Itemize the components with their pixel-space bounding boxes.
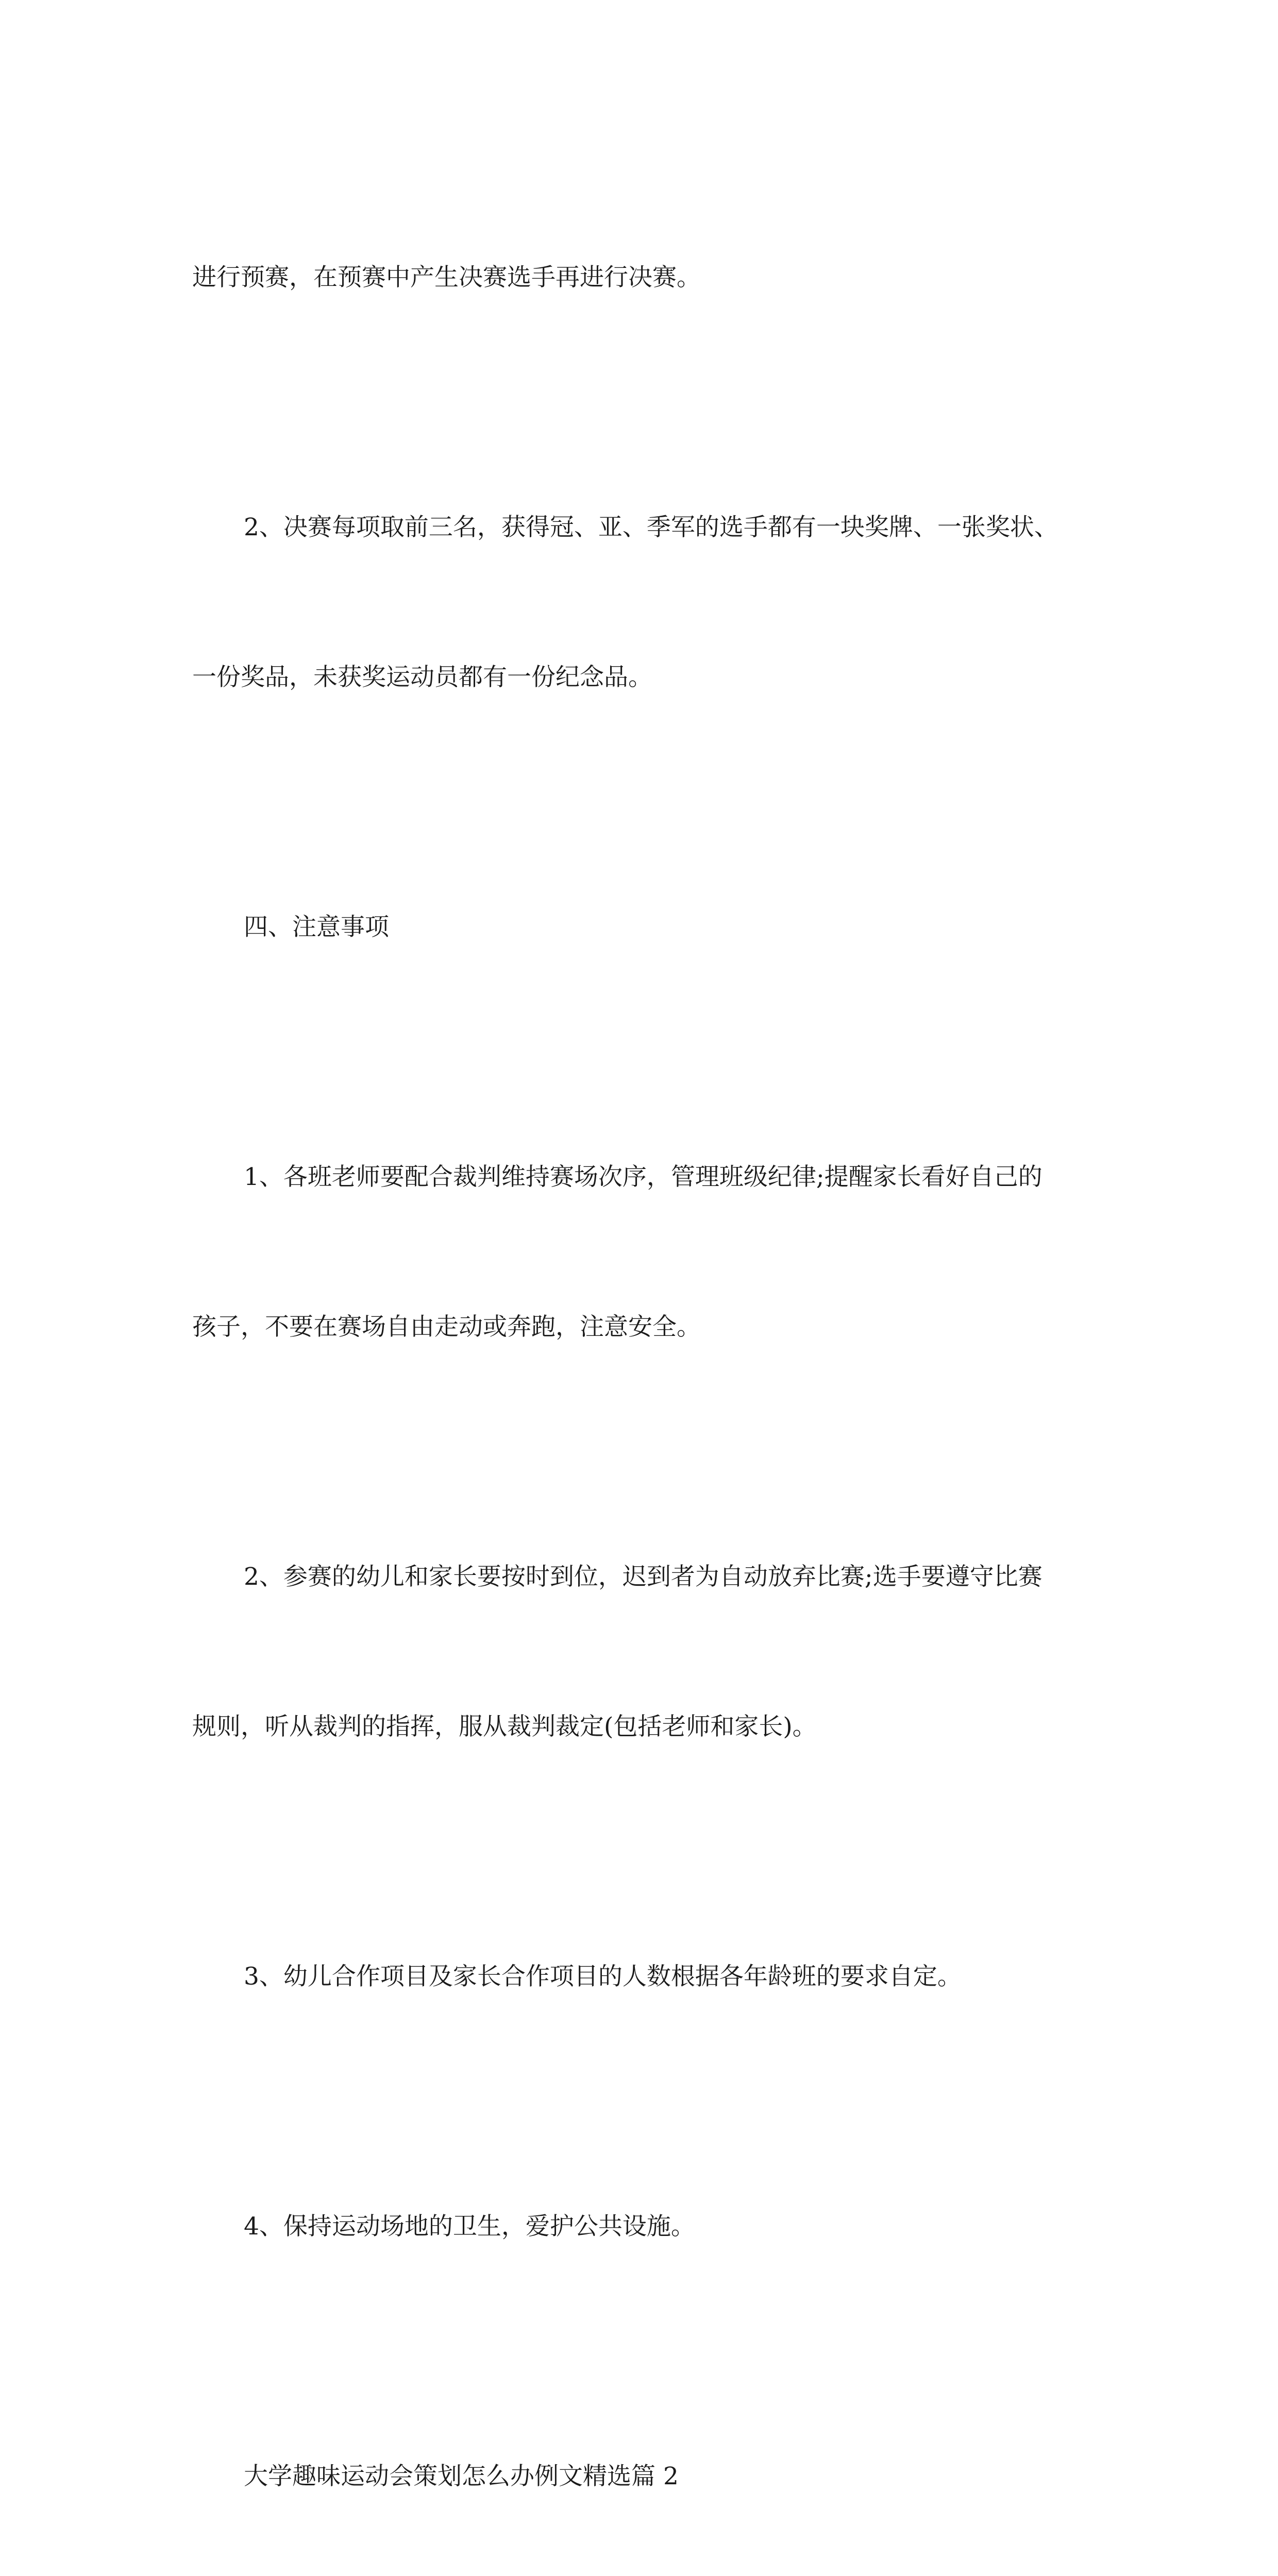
paragraph-note-1 xyxy=(192,1052,1089,1452)
text-line: 3、幼儿合作项目及家长合作项目的人数根据各年龄班的要求自定。 xyxy=(244,1962,962,1991)
paragraph-note-3 xyxy=(192,1852,1089,2102)
article-title-part-2 xyxy=(192,2351,1089,2576)
text-line: 1、各班老师要配合裁判维持赛场次序，管理班级纪律;提醒家长看好自己的 xyxy=(244,1163,1042,1191)
paragraph-prelim-final xyxy=(192,152,1089,402)
text-line: 2、参赛的幼儿和家长要按时到位，迟到者为自动放弃比赛;选手要遵守比赛 xyxy=(244,1563,1042,1591)
text-line: 4、保持运动场地的卫生，爱护公共设施。 xyxy=(244,2212,695,2241)
paragraph-note-2 xyxy=(192,1452,1089,1852)
text-line: 孩子，不要在赛场自由走动或奔跑，注意安全。 xyxy=(192,1313,701,1341)
heading-text: 四、注意事项 xyxy=(244,913,389,941)
heading-text: 大学趣味运动会策划怎么办例文精选篇 2 xyxy=(244,2462,679,2490)
section-heading-notes xyxy=(192,802,1089,1052)
document-body xyxy=(192,152,1089,2576)
text-line: 进行预赛，在预赛中产生决赛选手再进行决赛。 xyxy=(192,263,701,292)
text-line: 一份奖品，未获奖运动员都有一份纪念品。 xyxy=(192,663,652,691)
text-line: 规则，听从裁判的指挥，服从裁判裁定(包括老师和家长)。 xyxy=(192,1713,817,1741)
paragraph-note-4 xyxy=(192,2102,1089,2351)
paragraph-awards xyxy=(192,402,1089,802)
text-line: 2、决赛每项取前三名，获得冠、亚、季军的选手都有一块奖牌、一张奖状、 xyxy=(244,513,1058,541)
